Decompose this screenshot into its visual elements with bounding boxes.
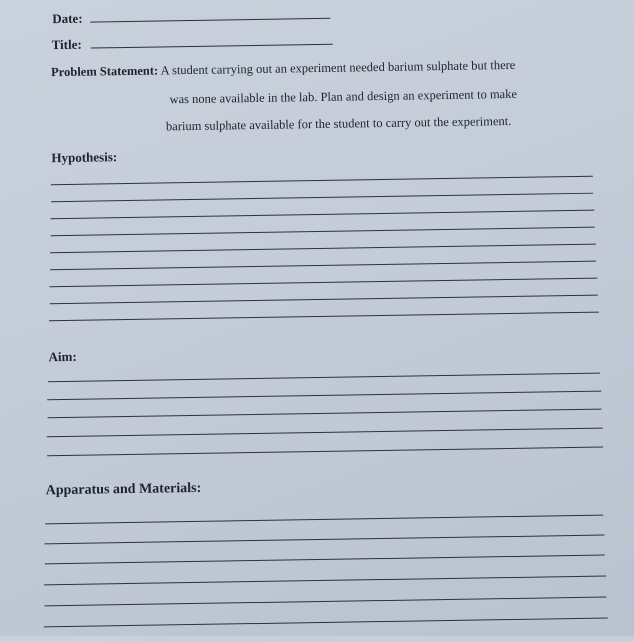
date-label: Date: xyxy=(52,10,83,27)
aim-label: Aim: xyxy=(48,348,77,365)
apparatus-line xyxy=(44,618,608,628)
hypothesis-label: Hypothesis: xyxy=(51,149,118,166)
hypothesis-line xyxy=(50,244,596,254)
aim-line xyxy=(48,409,602,419)
hypothesis-line xyxy=(50,261,596,271)
problem-statement-line-1 xyxy=(51,58,515,80)
hypothesis-line xyxy=(51,227,595,237)
aim-line xyxy=(48,373,600,383)
hypothesis-line xyxy=(50,295,598,305)
hypothesis-line xyxy=(50,210,594,220)
problem-statement-label: Problem Statement: xyxy=(50,63,159,80)
aim-line xyxy=(47,391,601,401)
apparatus-line xyxy=(45,535,605,545)
hypothesis-line xyxy=(49,278,597,288)
problem-statement-text-2: was none available in the lab. Plan and design an experiment to make xyxy=(169,86,518,107)
title-label: Title: xyxy=(51,36,82,53)
hypothesis-line xyxy=(51,193,593,203)
apparatus-line xyxy=(45,515,603,525)
hypothesis-line xyxy=(51,176,593,186)
apparatus-line xyxy=(44,597,606,607)
title-blank-line xyxy=(91,44,333,49)
aim-line xyxy=(47,447,603,457)
apparatus-label: Apparatus and Materials: xyxy=(45,480,202,499)
problem-statement-text-1: A student carrying out an experiment needed barium sulphate but there xyxy=(160,57,516,78)
apparatus-line xyxy=(44,576,606,586)
problem-statement-text-3: barium sulphate available for the student to carry out the experiment. xyxy=(165,113,512,134)
apparatus-line xyxy=(45,555,605,565)
aim-line xyxy=(47,428,603,438)
hypothesis-line xyxy=(49,312,599,322)
date-blank-line xyxy=(90,18,330,23)
